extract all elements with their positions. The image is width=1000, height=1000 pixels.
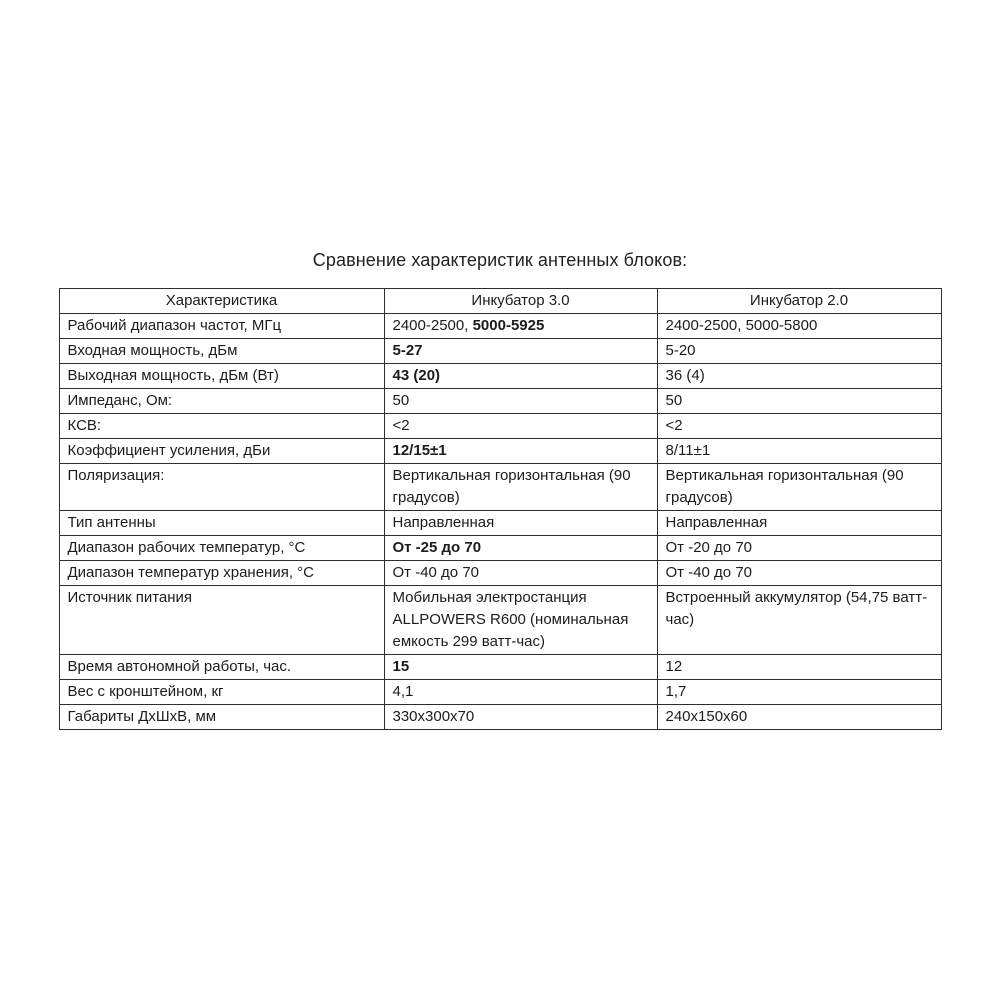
- cell-incubator-2-0-value: Встроенный аккумулятор (54,75 ватт-час): [657, 586, 941, 655]
- table-row: [59, 389, 941, 414]
- table-row: [59, 339, 941, 364]
- cell-incubator-3-0-value: [384, 314, 657, 339]
- cell-incubator-3-0-value: [384, 536, 657, 561]
- cell-characteristic: Поляризация:: [59, 464, 384, 511]
- cell-characteristic: Вес с кронштейном, кг: [59, 680, 384, 705]
- column-header-incubator-2-0: Инкубатор 2.0: [657, 289, 941, 314]
- page-title: Сравнение характеристик антенных блоков:: [312, 250, 688, 270]
- cell-incubator-3-0-value: [384, 655, 657, 680]
- cell-incubator-3-0-value: 50: [384, 389, 657, 414]
- cell-incubator-2-0-value: 240x150x60: [657, 705, 941, 730]
- table-row: [59, 364, 941, 389]
- cell-incubator-2-0-value: Направленная: [657, 511, 941, 536]
- table-row: [59, 464, 941, 511]
- table-row: [59, 536, 941, 561]
- cell-incubator-2-0-value: 2400-2500, 5000-5800: [657, 314, 941, 339]
- table-row: [59, 314, 941, 339]
- cell-incubator-2-0-value: Вертикальная горизонтальная (90 градусов): [657, 464, 941, 511]
- cell-incubator-2-0-value: 8/11±1: [657, 439, 941, 464]
- cell-incubator-2-0-value: От -20 до 70: [657, 536, 941, 561]
- table-row: [59, 586, 941, 655]
- cell-incubator-3-0-value: <2: [384, 414, 657, 439]
- cell-characteristic: Коэффициент усиления, дБи: [59, 439, 384, 464]
- table-row: [59, 511, 941, 536]
- column-header-characteristic: Характеристика: [59, 289, 384, 314]
- cell-value-bold-segment: 12/15±1: [392, 442, 447, 459]
- cell-incubator-2-0-value: 50: [657, 389, 941, 414]
- table-row: [59, 561, 941, 586]
- cell-incubator-2-0-value: 5-20: [657, 339, 941, 364]
- cell-incubator-3-0-value: Мобильная электростанция ALLPOWERS R600 (номинальная емкость 299 ватт-час): [384, 586, 657, 655]
- column-header-incubator-3-0: Инкубатор 3.0: [384, 289, 657, 314]
- cell-incubator-3-0-value: [384, 339, 657, 364]
- cell-characteristic: Диапазон рабочих температур, °С: [59, 536, 384, 561]
- table-row: [59, 680, 941, 705]
- cell-incubator-3-0-value: [384, 439, 657, 464]
- table-body: [59, 314, 941, 730]
- table-row: [59, 655, 941, 680]
- cell-characteristic: Источник питания: [59, 586, 384, 655]
- cell-characteristic: КСВ:: [59, 414, 384, 439]
- cell-incubator-3-0-value: [384, 364, 657, 389]
- cell-incubator-2-0-value: <2: [657, 414, 941, 439]
- cell-characteristic: Тип антенны: [59, 511, 384, 536]
- cell-characteristic: Импеданс, Ом:: [59, 389, 384, 414]
- cell-characteristic: Рабочий диапазон частот, МГц: [59, 314, 384, 339]
- cell-incubator-2-0-value: 12: [657, 655, 941, 680]
- cell-value-bold-segment: 5-27: [392, 342, 423, 359]
- cell-incubator-2-0-value: От -40 до 70: [657, 561, 941, 586]
- table-row: [59, 439, 941, 464]
- cell-characteristic: Время автономной работы, час.: [59, 655, 384, 680]
- table-row: [59, 414, 941, 439]
- cell-incubator-3-0-value: От -40 до 70: [384, 561, 657, 586]
- cell-incubator-2-0-value: 36 (4): [657, 364, 941, 389]
- comparison-table: [59, 288, 942, 730]
- cell-characteristic: Габариты ДхШхВ, мм: [59, 705, 384, 730]
- cell-characteristic: Входная мощность, дБм: [59, 339, 384, 364]
- cell-incubator-3-0-value: Направленная: [384, 511, 657, 536]
- cell-incubator-3-0-value: 4,1: [384, 680, 657, 705]
- cell-characteristic: Диапазон температур хранения, °С: [59, 561, 384, 586]
- cell-value-bold-segment: От -25 до 70: [392, 539, 482, 556]
- cell-incubator-2-0-value: 1,7: [657, 680, 941, 705]
- cell-characteristic: Выходная мощность, дБм (Вт): [59, 364, 384, 389]
- cell-value-segment: 2400-2500,: [392, 317, 473, 334]
- cell-value-bold-segment: 5000-5925: [472, 317, 545, 334]
- table-header-row: [59, 289, 941, 314]
- table-row: [59, 705, 941, 730]
- cell-incubator-3-0-value: Вертикальная горизонтальная (90 градусов): [384, 464, 657, 511]
- cell-incubator-3-0-value: 330x300x70: [384, 705, 657, 730]
- cell-value-bold-segment: 43 (20): [392, 367, 441, 384]
- cell-value-bold-segment: 15: [392, 658, 410, 675]
